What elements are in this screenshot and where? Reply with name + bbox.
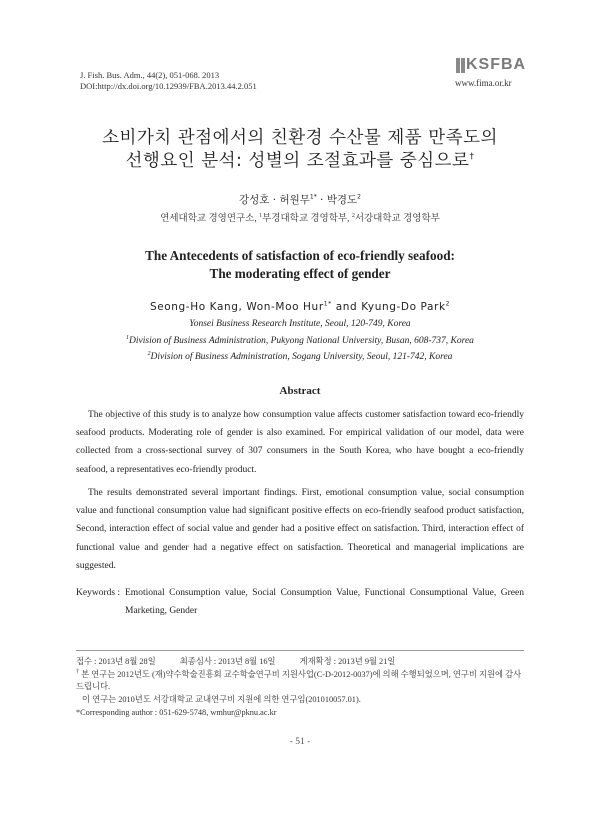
footnote-divider (76, 650, 524, 651)
corresponding-author: *Corresponding author : 051-629-5748, wmhur@pknu.ac.kr (76, 708, 277, 717)
korean-title-line1: 소비가치 관점에서의 친환경 수산물 제품 만족도의 (102, 128, 498, 148)
keywords-label: Keywords : (76, 588, 121, 598)
english-aff-1-mark: 1 (126, 334, 130, 341)
received-date: 접수 : 2013년 8월 28일 (76, 657, 156, 666)
abstract-heading: Abstract (279, 385, 321, 397)
korean-author-2: · 박경도 (316, 194, 358, 206)
abstract-paragraph-1: The objective of this study is to analyze how consumption value affects customer satisfaction toward eco-friendly seafood products. Moderating role of gender is also examined. For empirical validation of our model, data were collected from a cross-sectional survey of 307 consumers in the South Korea, who have bought a eco-friendly seafood, a representatives eco-friendly product. (76, 410, 524, 475)
english-author-2-mark: 2 (445, 300, 451, 308)
journal-citation (80, 70, 257, 92)
english-author-1: Seong-Ho Kang, Won-Moo Hur (149, 301, 324, 313)
journal-line: J. Fish. Bus. Adm., 44(2), 051-068. 2013 (80, 70, 220, 80)
korean-aff-0: 연세대학교 경영연구소, (160, 214, 260, 224)
logo-bar-icon (456, 58, 460, 73)
english-title-line1: The Antecedents of satisfaction of eco-friendly seafood: (145, 248, 455, 263)
abstract-paragraph-2: The results demonstrated several important findings. First, emotional consumption value, social consumption value and functional consumption value had significant positive effects on eco-friendly seafood product satisfaction, Second, interaction effect of social value and gender had a positive effect on satisfaction. Third, interaction effect of functional value and gender had a negative effect on satisfaction. Theoretical and managerial implications are suggested. (76, 488, 524, 571)
title-footnote-mark: † (469, 152, 475, 163)
korean-aff-1-mark: 1 (259, 212, 263, 219)
english-aff-1: Division of Business Administration, Pukyong National University, Busan, 608-737, Korea (129, 336, 474, 346)
accepted-date: 게재확정 : 2013년 9월 21일 (299, 657, 396, 666)
korean-title-line2 (0, 147, 600, 172)
review-dates (76, 656, 528, 668)
english-aff-2: Division of Business Administration, Sogang University, Seoul, 121-742, Korea (150, 352, 453, 362)
keywords (76, 584, 524, 620)
doi-line: DOI:http://dx.doi.org/10.12939/FBA.2013.44.2.051 (80, 81, 257, 91)
english-aff-1-line (0, 336, 600, 346)
english-authors (0, 301, 600, 313)
korean-aff-2-mark: 2 (351, 212, 355, 219)
logo-bar-icon (461, 58, 465, 73)
english-author-2: and Kyung-Do Park (331, 301, 446, 313)
funding-mark: † (76, 669, 79, 676)
korean-author-1: 강성호 · 허원무 (239, 194, 310, 206)
korean-aff-2: 서강대학교 경영학부 (354, 214, 440, 224)
korean-affiliations (0, 210, 600, 224)
english-aff-0: Yonsei Business Research Institute, Seoul, 120-749, Korea (189, 319, 411, 329)
reviewed-date: 최종심사 : 2013년 8월 16일 (179, 657, 276, 666)
korean-authors (0, 192, 600, 207)
funding-note-2: 이 연구는 2010년도 서강대학교 교내연구비 지원에 의한 연구임(201010057.01). (82, 695, 361, 704)
keywords-text: Emotional Consumption value, Social Consumption Value, Functional Consumptional Value, Green Marketing, Gender (125, 588, 524, 616)
journal-website: www.fima.or.kr (455, 78, 512, 88)
korean-author-2-mark: 2 (357, 193, 361, 201)
korean-aff-1: 부경대학교 경영학부, (262, 214, 352, 224)
funding-text-1: 본 연구는 2012년도 (재)약수학술진흥회 교수학술연구비 지원사업(C-D-2012-0037)에 의해 수행되었으며, 연구비 지원에 감사드립니다. (76, 670, 522, 691)
page-number: - 51 - (289, 737, 311, 747)
journal-logo (456, 56, 528, 75)
english-aff-2-mark: 2 (147, 350, 151, 357)
english-title-line2: The moderating effect of gender (209, 266, 391, 281)
english-aff-2-line (0, 352, 600, 362)
english-author-1-mark: 1* (323, 300, 332, 308)
funding-note-1 (76, 669, 528, 693)
logo-text: KSFBA (466, 56, 527, 73)
korean-author-1-mark: 1* (309, 193, 317, 201)
korean-title-line2-text: 선행요인 분석: 성별의 조절효과를 중심으로 (125, 151, 470, 171)
